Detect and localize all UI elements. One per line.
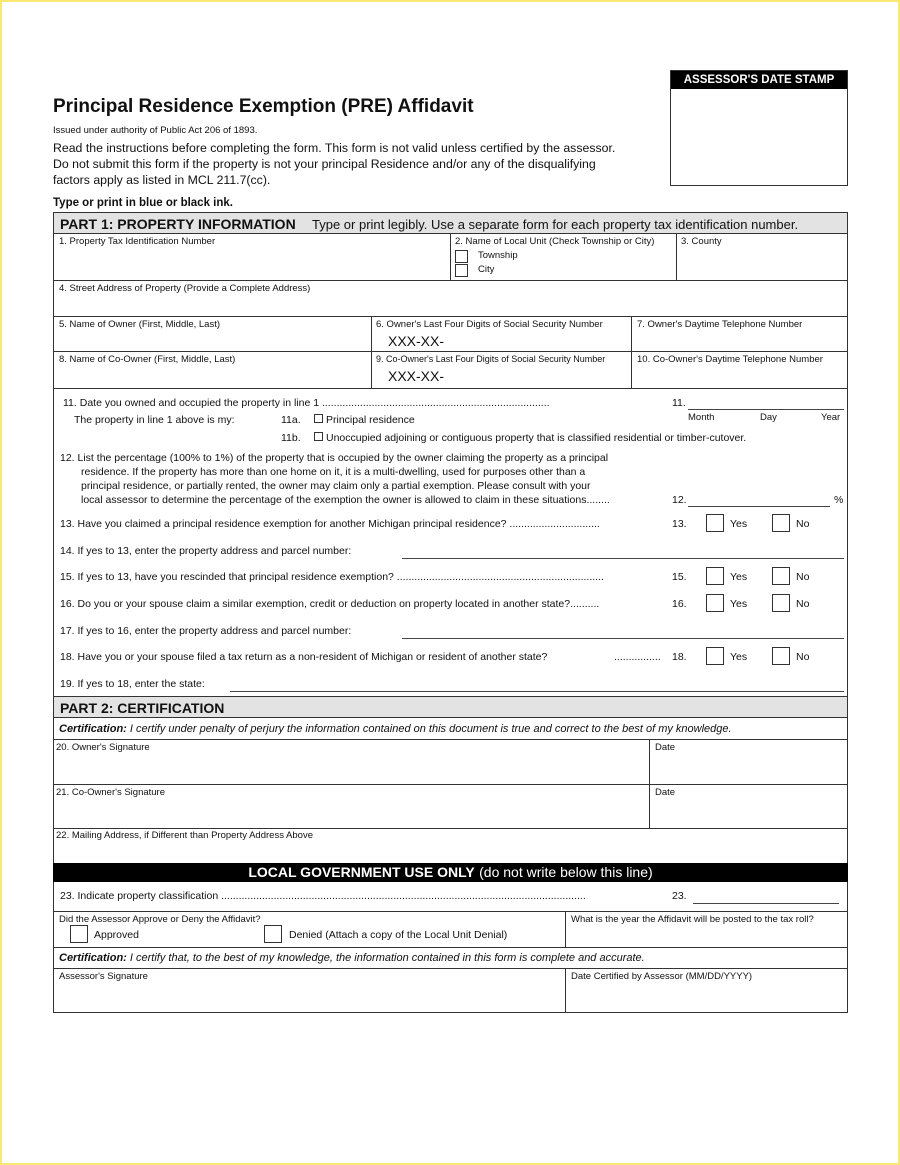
instruction-line-3: factors apply as listed in MCL 211.7(cc). — [53, 173, 271, 187]
field-9-label: 9. Co-Owner's Last Four Digits of Social Security Number — [376, 354, 606, 364]
q15-no-checkbox[interactable] — [772, 567, 790, 585]
q16-no-checkbox[interactable] — [772, 594, 790, 612]
field-6-label: 6. Owner's Last Four Digits of Social Security Number — [376, 319, 603, 330]
q11-text: 11. Date you owned and occupied the property in line 1 .............................................................................. — [63, 397, 550, 409]
divider — [631, 316, 632, 388]
q18-no-checkbox[interactable] — [772, 647, 790, 665]
q11b-checkbox[interactable] — [314, 432, 323, 441]
divider — [53, 280, 848, 281]
q23-text: 23. Indicate property classification ............................................................................................................................. — [60, 890, 586, 902]
assessor-signature-label: Assessor's Signature — [59, 971, 148, 982]
q11a-label: Principal residence — [326, 414, 415, 426]
field-20-date-label: Date — [655, 742, 676, 753]
denied-label: Denied (Attach a copy of the Local Unit Denial) — [289, 929, 508, 941]
q23-input[interactable] — [693, 903, 839, 904]
q11-month-label: Month — [688, 412, 715, 423]
q13-text: 13. Have you claimed a principal residence exemption for another Michigan principal residence? ............................... — [60, 518, 600, 530]
q12-percent-input[interactable] — [688, 506, 830, 507]
q11-number: 11. — [672, 397, 686, 409]
q18-yes-label: Yes — [730, 651, 748, 663]
field-21-date-label: Date — [655, 787, 676, 798]
part2-title: PART 2: CERTIFICATION — [60, 700, 225, 716]
part1-subtitle: Type or print legibly. Use a separate form for each property tax identification number. — [312, 217, 799, 232]
q13-no-label: No — [796, 518, 810, 530]
q11-day-label: Day — [760, 412, 777, 423]
instruction-line-2: Do not submit this form if the property is not your principal Residence and/or any of the disqualifying — [53, 157, 596, 171]
authority-text: Issued under authority of Public Act 206 of 1893. — [53, 125, 258, 136]
divider — [371, 316, 372, 388]
q11a-checkbox[interactable] — [314, 414, 323, 423]
q16-number: 16. — [672, 598, 687, 610]
q11-date-input[interactable] — [688, 409, 844, 410]
instruction-line-1: Read the instructions before completing the form. This form is not valid unless certified by the assessor. — [53, 141, 616, 155]
q15-text: 15. If yes to 13, have you rescinded that principal residence exemption? ....................................................................... — [60, 571, 604, 583]
part1-header — [53, 212, 848, 234]
divider — [53, 351, 848, 352]
q16-yes-checkbox[interactable] — [706, 594, 724, 612]
divider — [53, 911, 848, 912]
q18-yes-checkbox[interactable] — [706, 647, 724, 665]
township-checkbox[interactable] — [455, 250, 468, 263]
date-stamp-box — [670, 70, 848, 186]
field-7-label: 7. Owner's Daytime Telephone Number — [637, 319, 803, 330]
part2-cert-text: I certify under penalty of perjury the information contained on this document is true and correct to the best of my knowledge. — [129, 723, 732, 735]
form-title: Principal Residence Exemption (PRE) Affidavit — [53, 96, 474, 117]
part2-header — [53, 696, 848, 718]
q15-number: 15. — [672, 571, 687, 583]
field-4-label: 4. Street Address of Property (Provide a Complete Address) — [59, 283, 311, 294]
q18-no-label: No — [796, 651, 810, 663]
field-21-label: 21. Co-Owner's Signature — [56, 787, 166, 798]
q12-number: 12. — [672, 494, 687, 506]
q11-year-label: Year — [821, 412, 841, 423]
divider — [53, 739, 848, 740]
part2-certification — [59, 723, 732, 735]
q11b-label: Unoccupied adjoining or contiguous property that is classified residential or timber-cutover. — [326, 432, 747, 444]
q12-line-3: principal residence, or partially rented, the owner may claim only a partial exemption. Please consult with your — [81, 480, 591, 492]
date-stamp-label: ASSESSOR'S DATE STAMP — [671, 71, 847, 89]
approve-question: Did the Assessor Approve or Deny the Affidavit? — [59, 914, 261, 925]
local-certification — [59, 952, 645, 964]
q16-yes-label: Yes — [730, 598, 748, 610]
q14-input[interactable] — [402, 558, 844, 559]
city-checkbox[interactable] — [455, 264, 468, 277]
q12-percent-sign: % — [834, 494, 844, 506]
q19-input[interactable] — [230, 691, 844, 692]
local-cert-label: Certification: — [59, 952, 127, 964]
local-gov-title: LOCAL GOVERNMENT USE ONLY — [248, 864, 475, 880]
q13-yes-label: Yes — [730, 518, 748, 530]
form-left-border — [53, 212, 54, 1012]
q18-number: 18. — [672, 651, 687, 663]
divider — [53, 968, 848, 969]
ink-instruction: Type or print in blue or black ink. — [53, 197, 233, 209]
q11a-number: 11a. — [281, 414, 301, 426]
q18-text: 18. Have you or your spouse filed a tax return as a non-resident of Michigan or resident of another state? — [60, 651, 548, 663]
divider — [53, 388, 848, 389]
q14-text: 14. If yes to 13, enter the property address and parcel number: — [60, 545, 352, 557]
q11b-number: 11b. — [281, 432, 301, 444]
divider — [53, 947, 848, 948]
q17-text: 17. If yes to 16, enter the property address and parcel number: — [60, 625, 352, 637]
q18-leader: ................ — [614, 651, 661, 663]
divider — [53, 828, 848, 829]
q16-no-label: No — [796, 598, 810, 610]
approved-checkbox[interactable] — [70, 925, 88, 943]
form-page — [2, 2, 898, 1163]
approved-label: Approved — [94, 929, 139, 941]
part1-title: PART 1: PROPERTY INFORMATION — [60, 216, 296, 232]
divider — [53, 316, 848, 317]
field-10-label: 10. Co-Owner's Daytime Telephone Number — [637, 354, 823, 365]
local-gov-subtitle: (do not write below this line) — [479, 864, 653, 880]
q11-intro: The property in line 1 above is my: — [74, 414, 235, 426]
field-2-label: 2. Name of Local Unit (Check Township or City) — [455, 236, 655, 247]
q13-yes-checkbox[interactable] — [706, 514, 724, 532]
field-1-label: 1. Property Tax Identification Number — [59, 236, 216, 247]
field-22-label: 22. Mailing Address, if Different than Property Address Above — [56, 830, 313, 841]
local-cert-text: I certify that, to the best of my knowledge, the information contained in this form is complete and accurate. — [129, 952, 645, 964]
q12-line-1: 12. List the percentage (100% to 1%) of the property that is occupied by the owner claiming the property as a principal — [60, 452, 609, 464]
date-certified-label: Date Certified by Assessor (MM/DD/YYYY) — [571, 971, 753, 982]
divider — [565, 911, 566, 947]
q13-number: 13. — [672, 518, 687, 530]
q23-number: 23. — [672, 890, 687, 902]
field-5-label: 5. Name of Owner (First, Middle, Last) — [59, 319, 221, 330]
q13-no-checkbox[interactable] — [772, 514, 790, 532]
form-bottom-border — [53, 1012, 848, 1013]
q15-no-label: No — [796, 571, 810, 583]
divider — [676, 234, 677, 280]
city-label: City — [478, 264, 495, 275]
divider — [450, 234, 451, 280]
q16-text: 16. Do you or your spouse claim a similar exemption, credit or deduction on property located in another state?.......... — [60, 598, 600, 610]
denied-checkbox[interactable] — [264, 925, 282, 943]
part2-cert-label: Certification: — [59, 723, 127, 735]
year-question: What is the year the Affidavit will be posted to the tax roll? — [571, 914, 814, 925]
q17-input[interactable] — [402, 638, 844, 639]
form-right-border — [847, 212, 848, 1012]
field-20-label: 20. Owner's Signature — [56, 742, 150, 753]
local-gov-header — [53, 863, 848, 882]
q19-text: 19. If yes to 18, enter the state: — [60, 678, 205, 690]
field-9-prefix[interactable]: XXX-XX- — [388, 368, 445, 384]
township-label: Township — [478, 250, 518, 261]
divider — [565, 968, 566, 1012]
q12-line-2: residence. If the property has more than one home on it, it is a multi-dwelling, used for purposes other than a — [81, 466, 586, 478]
q15-yes-checkbox[interactable] — [706, 567, 724, 585]
q12-line-4: local assessor to determine the percentage of the exemption the owner is allowed to claim in these situations........ — [81, 494, 610, 506]
field-6-prefix[interactable]: XXX-XX- — [388, 333, 445, 349]
divider — [53, 784, 848, 785]
q15-yes-label: Yes — [730, 571, 748, 583]
field-3-label: 3. County — [681, 236, 722, 247]
field-8-label: 8. Name of Co-Owner (First, Middle, Last) — [59, 354, 236, 365]
